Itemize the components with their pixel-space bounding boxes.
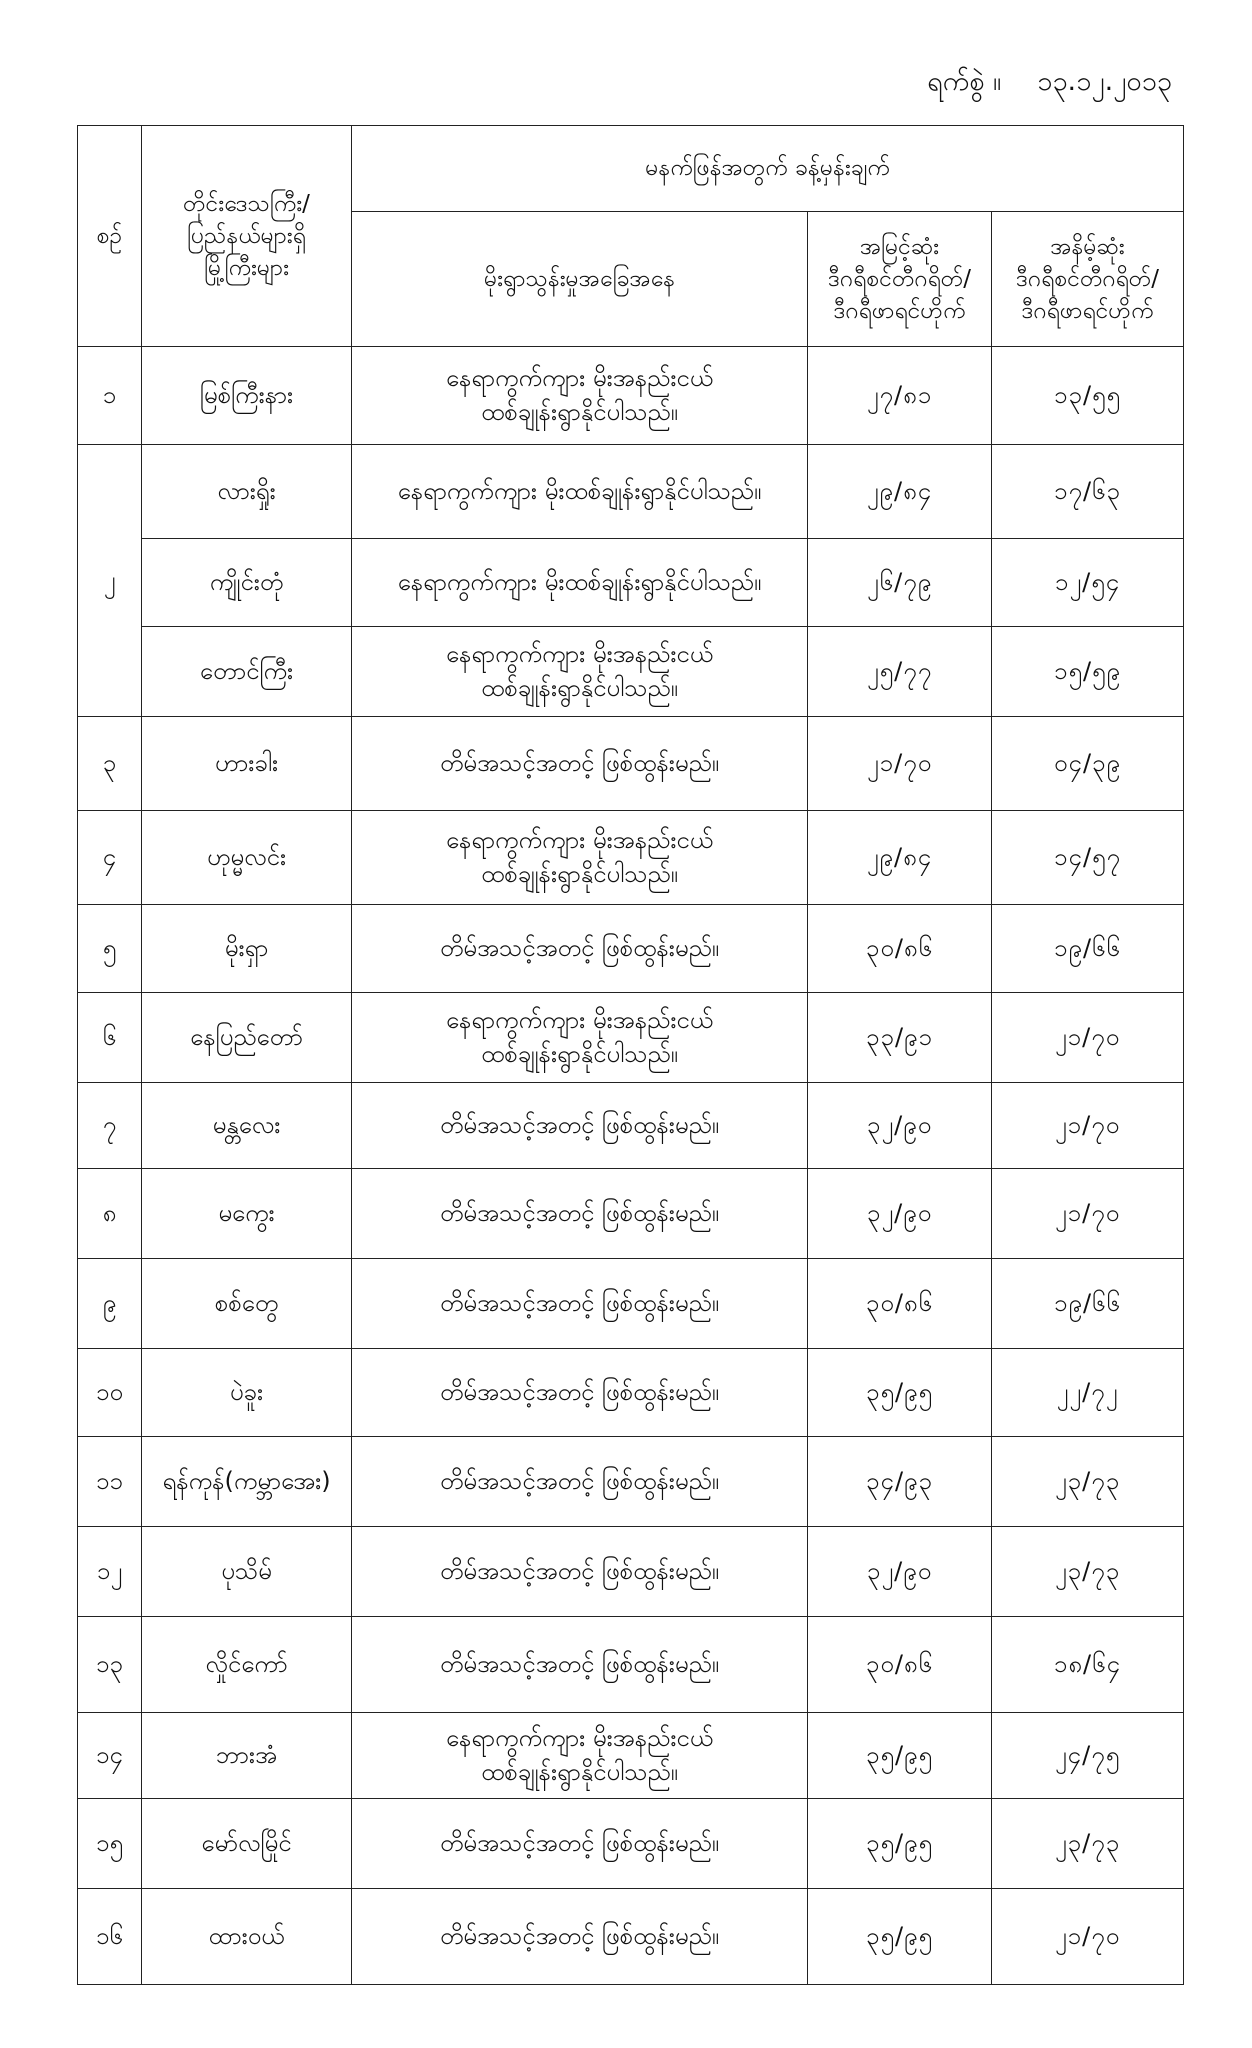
header-city-line: ပြည်နယ်များရှိ (187, 222, 306, 249)
condition-line: တိမ်အသင့်အတင့် ဖြစ်ထွန်းမည်။ (439, 933, 720, 962)
serial-no-cell: ၄ (78, 811, 142, 905)
max-temp-cell: ၃၂/၉၀ (808, 1527, 992, 1617)
min-temp-cell: ၁၂/၅၄ (992, 539, 1184, 627)
max-temp-cell: ၂၁/၇၀ (808, 717, 992, 811)
condition-line: နေရာကွက်ကျား မိုးအနည်းငယ် (445, 1723, 714, 1752)
condition-cell (352, 993, 808, 1083)
city-cell: မြစ်ကြီးနား (142, 347, 352, 445)
city-cell: လှိုင်ကော် (142, 1617, 352, 1713)
condition-cell (352, 811, 808, 905)
serial-no-cell: ၁၄ (78, 1713, 142, 1799)
city-cell: ကျိုင်းတုံ (142, 539, 352, 627)
forecast-table (77, 125, 1184, 1985)
condition-line: နေရာကွက်ကျား မိုးအနည်းငယ် (445, 363, 714, 392)
date-line (927, 64, 1172, 104)
condition-cell (352, 1527, 808, 1617)
table-row (78, 1617, 1184, 1713)
serial-no-cell: ၃ (78, 717, 142, 811)
serial-no-cell: ၈ (78, 1169, 142, 1259)
city-cell: ထားဝယ် (142, 1889, 352, 1985)
max-temp-cell: ၃၅/၉၅ (808, 1349, 992, 1437)
max-temp-cell: ၂၅/၇၇ (808, 627, 992, 717)
header-serial-no: စဉ် (78, 126, 142, 347)
header-city-line: တိုင်းဒေသကြီး/ (183, 190, 310, 217)
condition-cell (352, 717, 808, 811)
max-temp-cell: ၃၅/၉၅ (808, 1713, 992, 1799)
serial-no-cell: ၁၂ (78, 1527, 142, 1617)
city-cell: မန္တလေး (142, 1083, 352, 1169)
min-temp-cell: ၁၇/၆၃ (992, 445, 1184, 539)
max-temp-cell: ၂၇/၈၁ (808, 347, 992, 445)
header-city-line: မြို့ကြီးများ (204, 255, 289, 282)
min-temp-cell: ၁၄/၅၇ (992, 811, 1184, 905)
condition-line: တိမ်အသင့်အတင့် ဖြစ်ထွန်းမည်။ (439, 1377, 720, 1406)
city-cell: မော်လမြိုင် (142, 1799, 352, 1889)
min-temp-cell: ၂၁/၇၀ (992, 1083, 1184, 1169)
city-cell: ဟုမ္မလင်း (142, 811, 352, 905)
table-row (78, 1889, 1184, 1985)
condition-cell (352, 905, 808, 993)
header-forecast-group: မနက်ဖြန်အတွက် ခန့်မှန်းချက် (352, 126, 1184, 212)
condition-cell (352, 347, 808, 445)
min-temp-cell: ၁၈/၆၄ (992, 1617, 1184, 1713)
min-temp-cell: ၂၃/၇၃ (992, 1527, 1184, 1617)
table-body (78, 347, 1184, 1985)
header-min-temp (992, 212, 1184, 347)
condition-line: ထစ်ချုန်းရွာနိုင်ပါသည်။ (481, 397, 678, 426)
serial-no-cell: ၂ (78, 445, 142, 717)
max-temp-cell: ၃၀/၈၆ (808, 905, 992, 993)
serial-no-cell: ၆ (78, 993, 142, 1083)
min-temp-cell: ၁၃/၅၅ (992, 347, 1184, 445)
condition-line: တိမ်အသင့်အတင့် ဖြစ်ထွန်းမည်။ (439, 1921, 720, 1950)
condition-line: တိမ်အသင့်အတင့် ဖြစ်ထွန်းမည်။ (439, 1649, 720, 1678)
min-temp-cell: ၂၄/၇၅ (992, 1713, 1184, 1799)
serial-no-cell: ၁၅ (78, 1799, 142, 1889)
table-row (78, 1437, 1184, 1527)
max-temp-cell: ၃၂/၉၀ (808, 1169, 992, 1259)
serial-no-cell: ၅ (78, 905, 142, 993)
serial-no-cell: ၁၀ (78, 1349, 142, 1437)
condition-line: နေရာကွက်ကျား မိုးအနည်းငယ် (445, 639, 714, 668)
condition-line: တိမ်အသင့်အတင့် ဖြစ်ထွန်းမည်။ (439, 1556, 720, 1585)
table-row (78, 993, 1184, 1083)
condition-cell (352, 1083, 808, 1169)
table-row (78, 1527, 1184, 1617)
table-row (78, 1169, 1184, 1259)
condition-cell (352, 627, 808, 717)
condition-cell (352, 1169, 808, 1259)
condition-cell (352, 1889, 808, 1985)
condition-line: ထစ်ချုန်းရွာနိုင်ပါသည်။ (481, 673, 678, 702)
serial-no-cell: ၇ (78, 1083, 142, 1169)
table-header (78, 126, 1184, 347)
condition-line: ထစ်ချုန်းရွာနိုင်ပါသည်။ (481, 859, 678, 888)
min-temp-cell: ၂၃/၇၃ (992, 1437, 1184, 1527)
condition-line: တိမ်အသင့်အတင့် ဖြစ်ထွန်းမည်။ (439, 1110, 720, 1139)
condition-line: ထစ်ချုန်းရွာနိုင်ပါသည်။ (481, 1757, 678, 1786)
header-max-line: ဒီဂရီစင်တီဂရိတ်/ (828, 265, 971, 292)
max-temp-cell: ၃၃/၉၁ (808, 993, 992, 1083)
city-cell: လားရှိုး (142, 445, 352, 539)
table-row (78, 347, 1184, 445)
city-cell: ရန်ကုန်(ကမ္ဘာအေး) (142, 1437, 352, 1527)
min-temp-cell: ၂၂/၇၂ (992, 1349, 1184, 1437)
city-cell: ပဲခူး (142, 1349, 352, 1437)
serial-no-cell: ၁၆ (78, 1889, 142, 1985)
header-min-line: အနိမ့်ဆုံး (1050, 233, 1125, 260)
city-cell: စစ်တွေ (142, 1259, 352, 1349)
condition-cell (352, 1437, 808, 1527)
max-temp-cell: ၃၂/၉၀ (808, 1083, 992, 1169)
condition-line: နေရာကွက်ကျား မိုးအနည်းငယ် (445, 1005, 714, 1034)
city-cell: ဟားခါး (142, 717, 352, 811)
city-cell: နေပြည်တော် (142, 993, 352, 1083)
condition-cell (352, 1349, 808, 1437)
serial-no-cell: ၁ (78, 347, 142, 445)
table-row (78, 1713, 1184, 1799)
table-row (78, 905, 1184, 993)
header-min-line: ဒီဂရီဖာရင်ဟိုက် (1021, 298, 1154, 325)
serial-no-cell: ၉ (78, 1259, 142, 1349)
condition-line: နေရာကွက်ကျား မိုးထစ်ချုန်းရွာနိုင်ပါသည်။ (397, 567, 762, 596)
min-temp-cell: ၁၉/၆၆ (992, 1259, 1184, 1349)
table-row (78, 539, 1184, 627)
table-row (78, 1349, 1184, 1437)
condition-line: တိမ်အသင့်အတင့် ဖြစ်ထွန်းမည်။ (439, 1198, 720, 1227)
min-temp-cell: ၂၁/၇၀ (992, 993, 1184, 1083)
min-temp-cell: ၁၉/၆၆ (992, 905, 1184, 993)
header-max-temp (808, 212, 992, 347)
max-temp-cell: ၃၀/၈၆ (808, 1259, 992, 1349)
min-temp-cell: ၀၄/၃၉ (992, 717, 1184, 811)
max-temp-cell: ၃၅/၉၅ (808, 1799, 992, 1889)
table-row (78, 1799, 1184, 1889)
condition-cell (352, 445, 808, 539)
header-condition: မိုးရွာသွန်းမှုအခြေအနေ (352, 212, 808, 347)
city-cell: တောင်ကြီး (142, 627, 352, 717)
condition-line: တိမ်အသင့်အတင့် ဖြစ်ထွန်းမည်။ (439, 1288, 720, 1317)
condition-cell (352, 1617, 808, 1713)
max-temp-cell: ၃၀/၈၆ (808, 1617, 992, 1713)
header-min-line: ဒီဂရီစင်တီဂရိတ်/ (1016, 265, 1159, 292)
max-temp-cell: ၂၉/၈၄ (808, 445, 992, 539)
condition-cell (352, 1713, 808, 1799)
max-temp-cell: ၃၅/၉၅ (808, 1889, 992, 1985)
max-temp-cell: ၂၉/၈၄ (808, 811, 992, 905)
date-label: ရက်စွဲ ။ (927, 66, 1002, 97)
condition-line: တိမ်အသင့်အတင့် ဖြစ်ထွန်းမည်။ (439, 1466, 720, 1495)
max-temp-cell: ၃၄/၉၃ (808, 1437, 992, 1527)
table-row (78, 811, 1184, 905)
table-row (78, 445, 1184, 539)
min-temp-cell: ၁၅/၅၉ (992, 627, 1184, 717)
city-cell: ပုသိမ် (142, 1527, 352, 1617)
city-cell: ဘားအံ (142, 1713, 352, 1799)
city-cell: မကွေး (142, 1169, 352, 1259)
table-row (78, 627, 1184, 717)
serial-no-cell: ၁၃ (78, 1617, 142, 1713)
header-city (142, 126, 352, 347)
condition-line: နေရာကွက်ကျား မိုးထစ်ချုန်းရွာနိုင်ပါသည်။ (397, 476, 762, 505)
condition-line: တိမ်အသင့်အတင့် ဖြစ်ထွန်းမည်။ (439, 1828, 720, 1857)
table-row (78, 717, 1184, 811)
condition-line: တိမ်အသင့်အတင့် ဖြစ်ထွန်းမည်။ (439, 748, 720, 777)
min-temp-cell: ၂၁/၇၀ (992, 1889, 1184, 1985)
serial-no-cell: ၁၁ (78, 1437, 142, 1527)
condition-line: ထစ်ချုန်းရွာနိုင်ပါသည်။ (481, 1039, 678, 1068)
min-temp-cell: ၂၃/၇၃ (992, 1799, 1184, 1889)
header-max-line: ဒီဂရီဖာရင်ဟိုက် (833, 298, 966, 325)
table-row (78, 1083, 1184, 1169)
date-value: ၁၃.၁၂.၂၀၁၃ (1037, 66, 1172, 97)
city-cell: မိုးရှာ (142, 905, 352, 993)
condition-line: နေရာကွက်ကျား မိုးအနည်းငယ် (445, 825, 714, 854)
header-max-line: အမြင့်ဆုံး (860, 233, 939, 260)
condition-cell (352, 539, 808, 627)
condition-cell (352, 1799, 808, 1889)
max-temp-cell: ၂၆/၇၉ (808, 539, 992, 627)
condition-cell (352, 1259, 808, 1349)
table-row (78, 1259, 1184, 1349)
min-temp-cell: ၂၁/၇၀ (992, 1169, 1184, 1259)
